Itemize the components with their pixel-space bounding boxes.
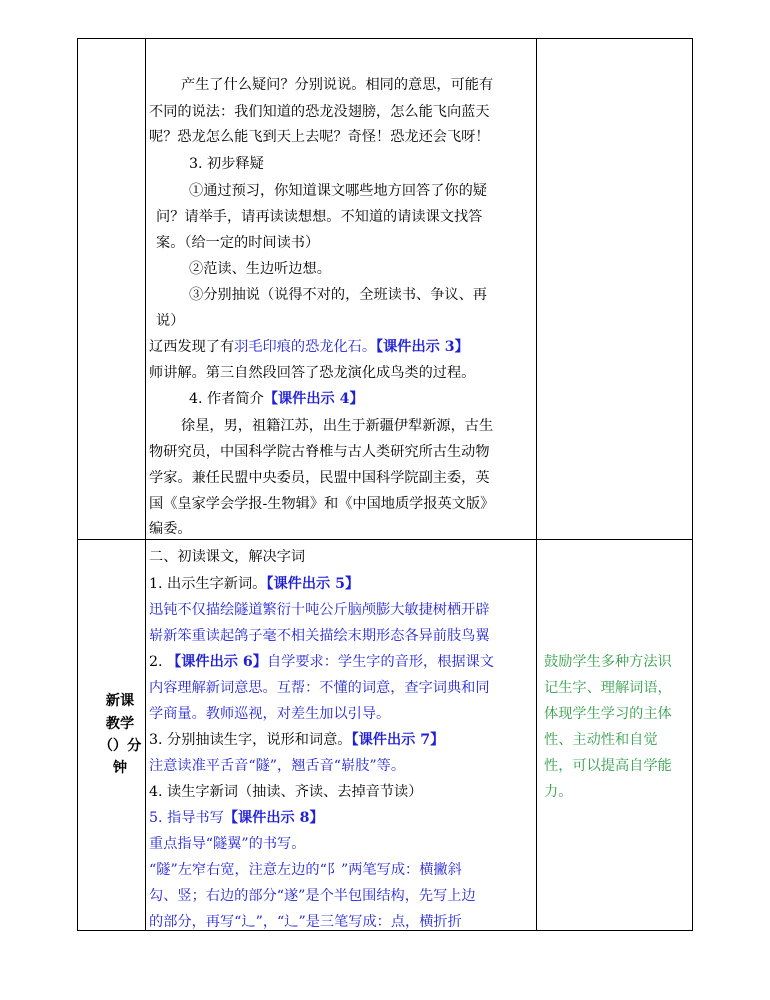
text-line: 呢？恐龙怎么能飞到天上去呢？奇怪！恐龙还会飞呀！ [149,129,490,145]
highlight-text: 羽毛印痕的恐龙化石。 [234,339,377,355]
text-line: 内容理解新词意思。互帮：不懂的词意，查字词典和同 [149,680,490,696]
text-line: 不同的说法：我们知道的恐龙没翅膀，怎么能飞向蓝天 [149,104,490,120]
text-line: 物研究员，中国科学院古脊椎与古人类研究所古生动物 [149,444,490,460]
text-span: 3. 分别抽读生字，说形和词意。 [149,732,352,748]
text-span: 2. [149,654,168,670]
text-line: 学商量。教师巡视，对差生加以引导。 [149,706,391,722]
note-line: 性、主动性和自觉 [544,732,658,748]
note-line: 力。 [544,784,573,800]
row-divider [78,539,692,540]
lesson-table [77,38,693,931]
note-line: 记生字、理解词语， [544,680,672,696]
text-line: 师讲解。第三自然段回答了恐龙演化成鸟类的过程。 [149,365,476,381]
text-line: 说） [156,313,185,329]
text-span: 1. 出示生字新词。 [149,576,267,592]
text-line: “隧”左窄右宽，注意左边的“阝”两笔写成：横撇斜 [149,862,462,878]
text-line: 的部分，再写“辶”，“辶”是三笔写成：点，横折折 [149,914,462,930]
text-span: 辽西发现了有 [149,339,235,355]
text-line [149,574,359,594]
text-line [149,730,444,750]
text-line: 问？请举手，请再读读想想。不知道的请读课文找答 [156,209,483,225]
text-line: 3. 初步释疑 [189,156,264,172]
section-heading: 二、初读课文，解决字词 [149,549,306,565]
text-line: 产生了什么疑问？分别说说。相同的意思，可能有 [181,77,494,93]
column-divider [145,39,146,930]
text-line: 国《皇家学会学报-生物辑》和《中国地质学报英文版》 [149,496,495,512]
note-line: 性，可以提高自学能 [544,758,672,774]
text-line: ②范读、生边听边想。 [189,261,331,277]
courseware-tag: 【课件出示 4】 [263,391,364,407]
section-label: 钟 [112,760,128,776]
text-line [149,337,469,357]
text-line: 学家。兼任民盟中央委员，民盟中国科学院副主委，英 [149,470,490,486]
text-span: 5. 指导书写 [149,810,224,826]
text-line [149,808,324,828]
section-label: 新课 [105,693,135,709]
text-line: 4. 读生字新词（抽读、齐读、去掉音节读） [149,784,423,800]
vocab-line: 崭新笨重读起鸽子毫不相关描绘末期形态各异前肢鸟翼 [149,628,490,644]
text-line: 勾、竖；右边的部分“遂”是个半包围结构，先写上边 [149,888,476,904]
text-span: 4. 作者简介 [189,391,264,407]
text-line [189,389,364,409]
text-line: 案。（给一定的时间读书） [156,235,320,251]
text-line: 重点指导“隧翼”的书写。 [149,836,306,852]
section-label: 教学 [105,716,135,732]
courseware-tag: 【课件出示 5】 [266,576,360,592]
text-line [149,652,494,672]
text-span: 自学要求：学生字的音形，根据课文 [266,654,494,670]
column-divider [536,39,537,930]
courseware-tag: 【课件出示 3】 [376,339,469,355]
text-line: 徐星，男，祖籍江苏，出生于新疆伊犁新源，古生 [181,418,494,434]
courseware-tag: 【课件出示 7】 [351,732,445,748]
vocab-line: 迅钝不仅描绘隧道繁衍十吨公斤脑颅膨大敏捷树栖开辟 [149,602,490,618]
courseware-tag: 【课件出示 8】 [223,810,324,826]
note-line: 鼓励学生多种方法识 [544,654,672,670]
text-line: ①通过预习，你知道课文哪些地方回答了你的疑 [189,183,487,199]
text-line: 注意读准平舌音“隧”，翘舌音“崭肢”等。 [149,758,406,774]
section-label: （）分 [98,738,142,754]
courseware-tag: 【课件出示 6】 [167,654,267,670]
text-line: ③分别抽说（说得不对的，全班读书、争议、再 [189,287,487,303]
note-line: 体现学生学习的主体 [544,706,672,722]
text-line: 编委。 [149,521,192,537]
